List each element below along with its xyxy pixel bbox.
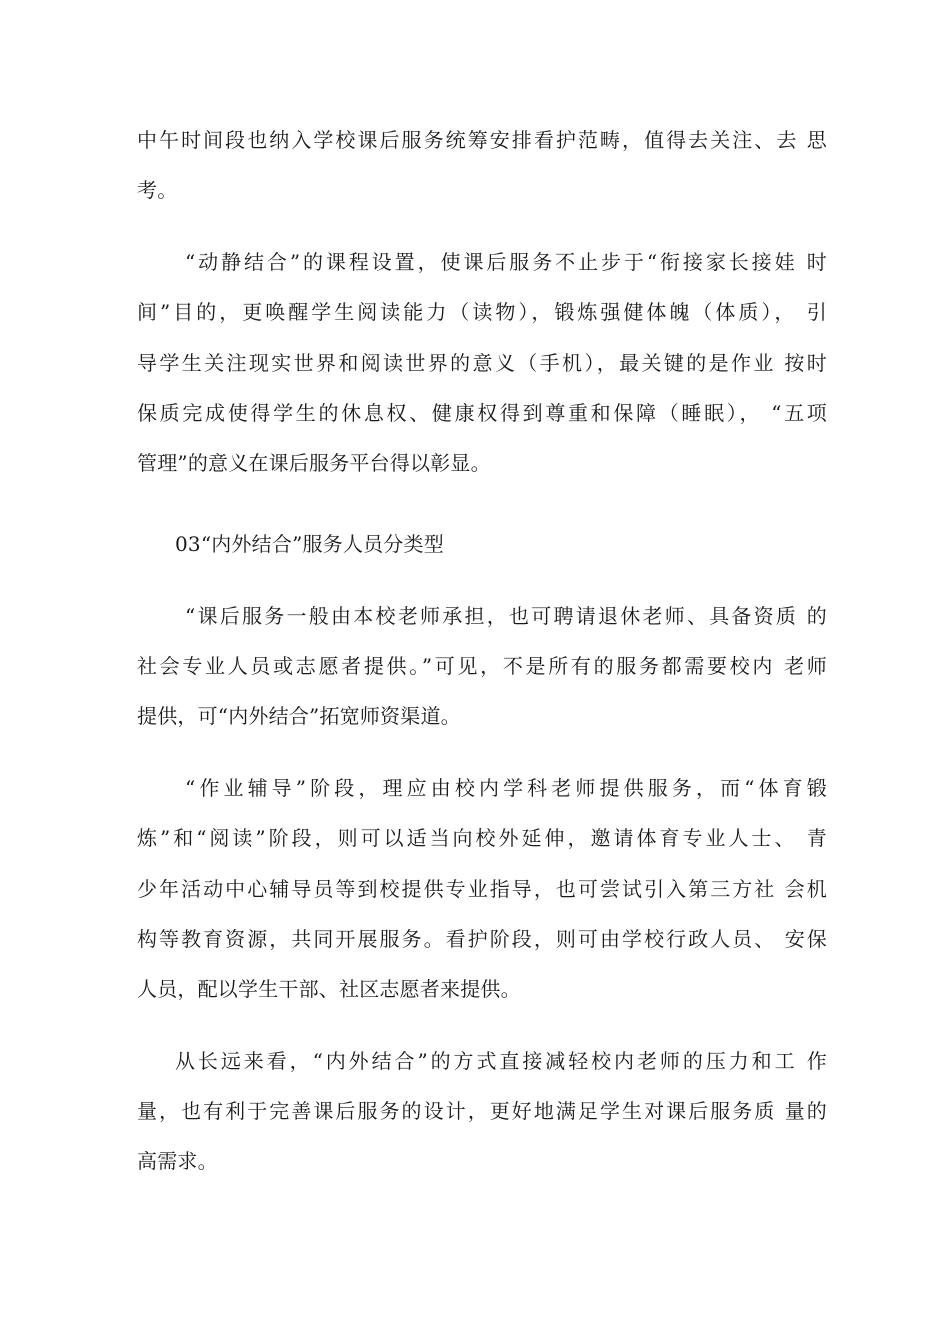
text-line: 从长远来看，“内外结合”的方式直接减轻校内老师的压力和工 作 [175,1049,827,1073]
text-line: 提供，可“内外结合”拓宽师资渠道。 [137,704,461,728]
section-title: 03“内外结合”服务人员分类型 [175,532,444,556]
text-line: 间”目的，更唤醒学生阅读能力（读物），锻炼强健体魄（体质）， 引 [137,300,827,324]
text-line: 考。 [137,178,178,202]
text-line: “动静结合”的课程设置，使课后服务不止步于“衔接家长接娃 时 [185,250,827,274]
text-line: 少年活动中心辅导员等到校提供专业指导，也可尝试引入第三方社 会机 [137,877,827,901]
text-line: 保质完成使得学生的休息权、健康权得到尊重和保障（睡眠）， “五项 [137,401,827,425]
text-line: 社会专业人员或志愿者提供。”可见，不是所有的服务都需要校内 老师 [137,654,827,678]
text-line: “课后服务一般由本校老师承担，也可聘请退休老师、具备资质 的 [185,604,827,628]
text-line: 中午时间段也纳入学校课后服务统筹安排看护范畴，值得去关注、去 思 [137,128,827,152]
text-line: 导学生关注现实世界和阅读世界的意义（手机），最关键的是作业 按时 [137,351,827,375]
text-line: “作业辅导”阶段，理应由校内学科老师提供服务，而“体育锻 [185,776,827,800]
text-line: 高需求。 [137,1149,218,1173]
text-line: 炼”和“阅读”阶段，则可以适当向校外延伸，邀请体育专业人士、 青 [137,826,827,850]
text-line: 人员，配以学生干部、社区志愿者来提供。 [137,977,521,1001]
text-line: 管理”的意义在课后服务平台得以彰显。 [137,451,491,475]
text-line: 量，也有利于完善课后服务的设计，更好地满足学生对课后服务质 量的 [137,1099,827,1123]
text-line: 构等教育资源，共同开展服务。看护阶段，则可由学校行政人员、 安保 [137,927,827,951]
